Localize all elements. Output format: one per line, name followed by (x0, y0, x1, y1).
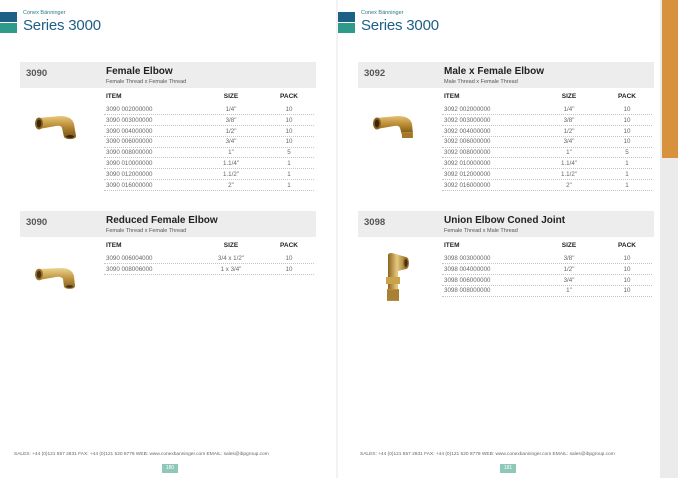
table-header (20, 93, 316, 102)
cell-pack: 10 (285, 127, 293, 135)
column-header-size: SIZE (223, 242, 239, 249)
cell-pack: 1 (287, 170, 291, 178)
cell-pack: 10 (623, 106, 631, 113)
cell-pack: 10 (623, 287, 631, 295)
right-page (338, 0, 658, 478)
cell-size: 1.1/4" (561, 160, 577, 167)
cell-size: 1.1/2" (561, 170, 577, 178)
column-header-size: SIZE (223, 93, 239, 100)
product-title: Reduced Female Elbow (106, 215, 218, 226)
cell-pack: 10 (285, 106, 293, 113)
cell-size: 1/4" (563, 106, 575, 113)
column-header-size: SIZE (561, 93, 577, 100)
column-header-pack: PACK (618, 93, 636, 100)
column-header-size: SIZE (561, 242, 577, 249)
table-row (442, 181, 652, 191)
cell-size: 1.1/4" (223, 160, 239, 167)
cell-pack: 10 (623, 127, 631, 135)
table-row (442, 276, 652, 286)
product-code: 3098 (364, 217, 386, 228)
table-row (442, 286, 652, 296)
cell-item: 3092 004000000 (444, 127, 491, 135)
cell-size: 3/8" (563, 116, 575, 124)
product-subtitle: Female Thread x Female Thread (106, 79, 187, 85)
page-number: 181 (500, 464, 516, 473)
reduced-female-elbow-image (34, 261, 82, 291)
cell-item: 3090 006000000 (106, 138, 153, 146)
cell-item: 3092 016000000 (444, 181, 491, 189)
column-header-pack: PACK (280, 242, 298, 249)
product-header (20, 211, 316, 237)
cell-size: 1" (566, 149, 572, 157)
cell-size: 1" (566, 287, 572, 295)
cell-pack: 1 (625, 160, 629, 167)
cell-item: 3092 012000000 (444, 170, 491, 178)
cell-pack: 10 (285, 265, 293, 273)
column-header-item: ITEM (444, 242, 460, 249)
product-subtitle: Male Thread x Female Thread (444, 79, 518, 85)
table-row (442, 105, 652, 115)
table-header (358, 93, 654, 102)
male-female-elbow-image (372, 110, 420, 140)
table-row (442, 148, 652, 158)
cell-item: 3090 010000000 (106, 160, 153, 167)
cell-size: 3/4 x 1/2" (218, 255, 244, 262)
product-title: Male x Female Elbow (444, 66, 545, 77)
cell-item: 3090 003000000 (106, 116, 153, 124)
column-header-item: ITEM (444, 93, 460, 100)
series-title: Series 3000 (23, 17, 101, 34)
cell-item: 3092 002000000 (444, 106, 491, 113)
cell-item: 3090 004000000 (106, 127, 153, 135)
brand-name: Conex Bänninger (361, 10, 404, 16)
series-title: Series 3000 (361, 17, 439, 34)
table-row (442, 159, 652, 169)
cell-item: 3098 008000000 (444, 287, 491, 295)
cell-size: 1/2" (225, 127, 237, 135)
table-row (442, 137, 652, 147)
cell-pack: 10 (623, 255, 631, 262)
cell-pack: 10 (623, 265, 631, 273)
cell-size: 3/4" (563, 276, 575, 284)
table-row (442, 127, 652, 137)
table-row (104, 265, 314, 275)
cell-pack: 10 (285, 255, 293, 262)
female-elbow-image (34, 110, 82, 140)
table-row (104, 127, 314, 137)
cell-size: 1.1/2" (223, 170, 239, 178)
cell-size: 3/8" (225, 116, 237, 124)
cell-pack: 10 (285, 116, 293, 124)
cell-pack: 1 (287, 160, 291, 167)
table-row (442, 170, 652, 180)
product-header (20, 62, 316, 88)
table-header (358, 242, 654, 251)
cell-size: 3/4" (563, 138, 575, 146)
left-page (0, 0, 336, 478)
cell-item: 3090 008000000 (106, 149, 153, 157)
table-row (104, 116, 314, 126)
cell-pack: 10 (623, 116, 631, 124)
cell-item: 3090 012000000 (106, 170, 153, 178)
cell-item: 3098 004000000 (444, 265, 491, 273)
product-header (358, 211, 654, 237)
column-header-pack: PACK (280, 93, 298, 100)
cell-pack: 10 (623, 138, 631, 146)
table-row (104, 181, 314, 191)
column-header-item: ITEM (106, 93, 122, 100)
table-row (442, 254, 652, 264)
column-header-pack: PACK (618, 242, 636, 249)
product-subtitle: Female Thread x Male Thread (444, 228, 518, 234)
table-row (104, 254, 314, 264)
product-title: Union Elbow Coned Joint (444, 215, 566, 226)
cell-item: 3092 006000000 (444, 138, 491, 146)
product-title: Female Elbow (106, 66, 173, 77)
cell-size: 2" (566, 181, 572, 189)
column-header-item: ITEM (106, 242, 122, 249)
brand-logo-mark (0, 12, 17, 33)
product-code: 3090 (26, 68, 48, 79)
section-tab-orange[interactable] (662, 0, 678, 158)
cell-size: 1/4" (225, 106, 237, 113)
cell-pack: 10 (285, 138, 293, 146)
page-number: 180 (162, 464, 178, 473)
brand-name: Conex Bänninger (23, 10, 66, 16)
table-row (442, 265, 652, 275)
cell-size: 3/4" (225, 138, 237, 146)
cell-size: 2" (228, 181, 234, 189)
product-header (358, 62, 654, 88)
cell-pack: 1 (625, 170, 629, 178)
cell-item: 3090 002000000 (106, 106, 153, 113)
table-row (104, 105, 314, 115)
product-code: 3092 (364, 68, 386, 79)
cell-size: 3/8" (563, 255, 575, 262)
cell-pack: 10 (623, 276, 631, 284)
table-row (104, 137, 314, 147)
cell-size: 1" (228, 149, 234, 157)
cell-pack: 5 (625, 149, 629, 157)
product-subtitle: Female Thread x Female Thread (106, 228, 187, 234)
cell-item: 3092 003000000 (444, 116, 491, 124)
cell-item: 3092 008000000 (444, 149, 491, 157)
union-elbow-coned-joint-image (376, 251, 412, 305)
cell-item: 3098 006000000 (444, 276, 491, 284)
cell-pack: 5 (287, 149, 291, 157)
brand-logo-mark (338, 12, 355, 33)
cell-size: 1/2" (563, 127, 575, 135)
cell-pack: 1 (287, 181, 291, 189)
footer-contact: SALES: +44 (0)121 557 2831 FAX: +44 (0)121 520 8778 WEB: www.conexbanninger.com EMAIL: sales@ibpgroup.com (14, 452, 269, 457)
table-row (104, 148, 314, 158)
cell-item: 3092 010000000 (444, 160, 491, 167)
cell-pack: 1 (625, 181, 629, 189)
cell-item: 3098 003000000 (444, 255, 491, 262)
cell-size: 1 x 3/4" (220, 265, 242, 273)
cell-item: 3090 016000000 (106, 181, 153, 189)
cell-size: 1/2" (563, 265, 575, 273)
footer-contact: SALES: +44 (0)121 557 2831 FAX: +44 (0)121 520 8778 WEB: www.conexbanninger.com EMAIL: sales@ibpgroup.com (360, 452, 615, 457)
product-code: 3090 (26, 217, 48, 228)
table-header (20, 242, 316, 251)
cell-item: 3090 008006000 (106, 265, 153, 273)
table-row (442, 116, 652, 126)
table-row (104, 159, 314, 169)
cell-item: 3090 006004000 (106, 255, 153, 262)
table-row (104, 170, 314, 180)
